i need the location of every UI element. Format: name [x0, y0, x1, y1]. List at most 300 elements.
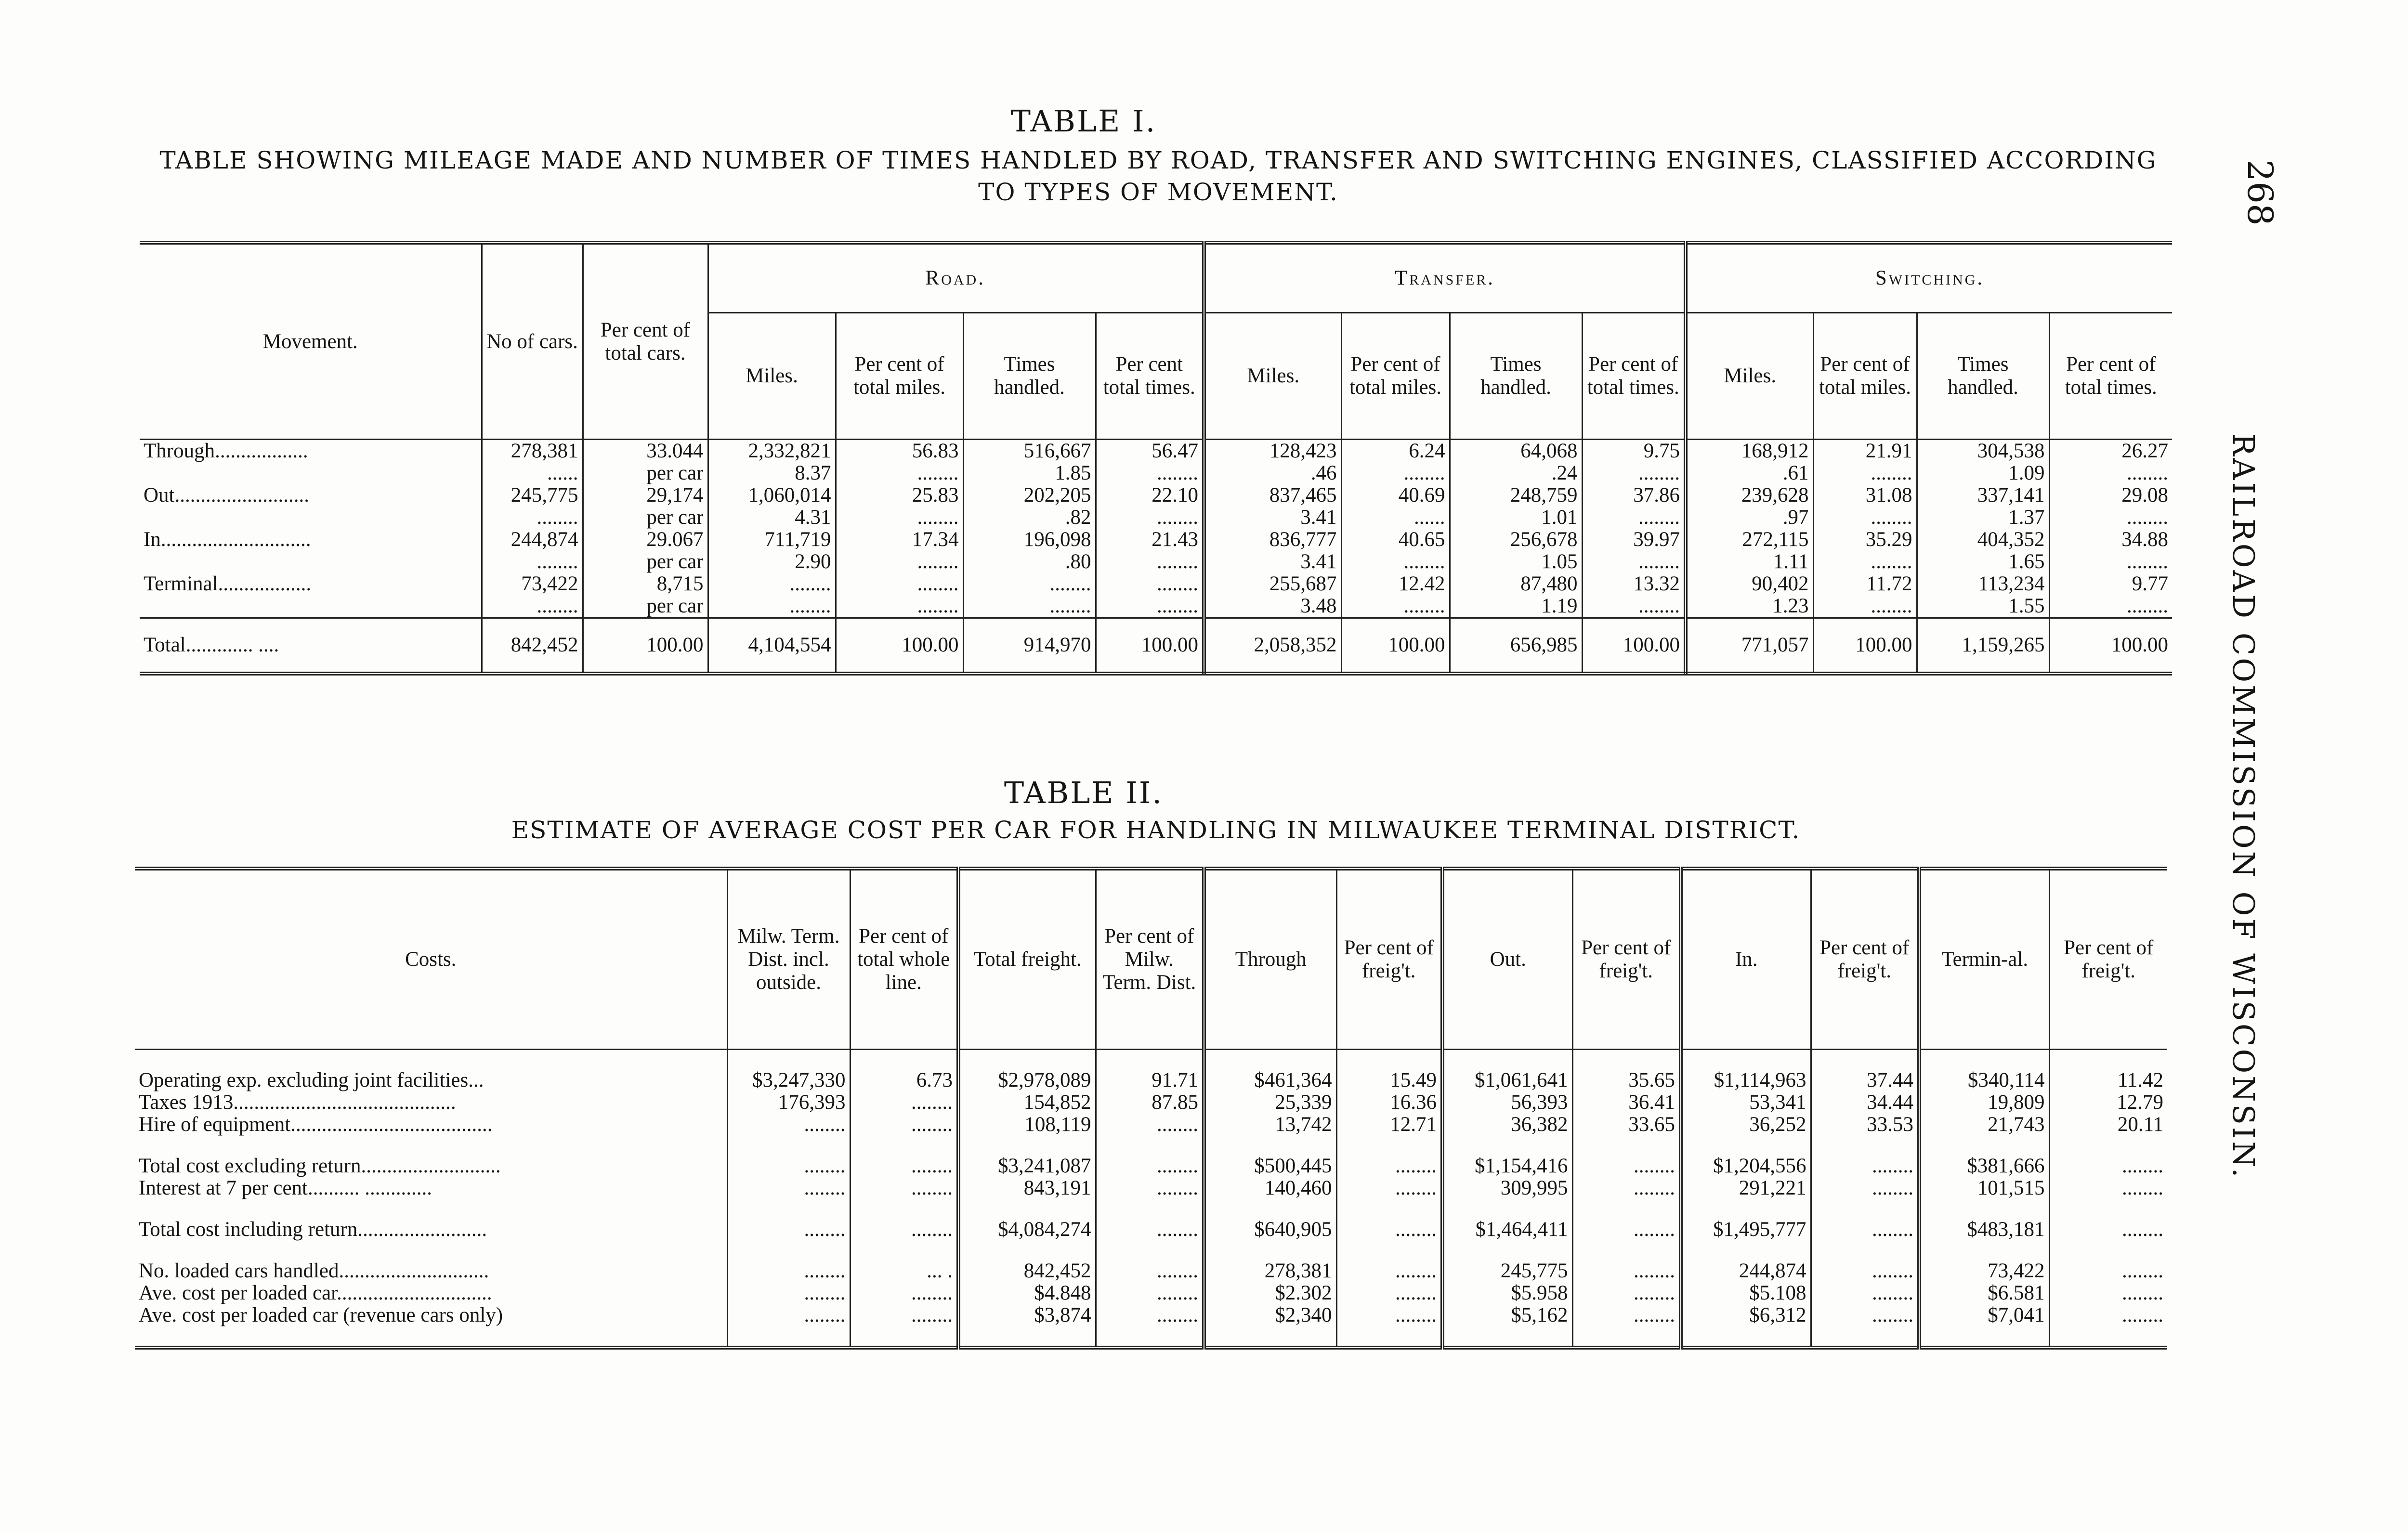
- transfer-cell: 13.32: [1582, 573, 1686, 595]
- switching-cell: ........: [2127, 550, 2169, 573]
- group-transfer: Transfer.: [1204, 243, 1686, 313]
- switching-cell: ........: [1813, 595, 1917, 618]
- cost-value-cell: 36,252: [1681, 1114, 1811, 1136]
- spacer-cell: [958, 1241, 1096, 1260]
- spacer-cell: [2049, 1326, 2167, 1348]
- table2-header-4: Per cent of Milw. Term. Dist.: [1096, 869, 1204, 1050]
- switching-cell: 771,057: [1686, 618, 1813, 674]
- switching-cell: 304,538: [1917, 440, 2049, 463]
- spacer-cell: [1204, 1199, 1336, 1219]
- cost-value-cell: ........: [850, 1219, 958, 1241]
- spacer-cell: [1204, 1326, 1336, 1348]
- spacer-cell: [850, 1050, 958, 1070]
- no-cars-cell: 73,422: [482, 573, 583, 595]
- cost-value-cell: 20.11: [2117, 1113, 2163, 1136]
- road-cell: ........: [836, 551, 963, 573]
- road-cell: 56.47: [1096, 440, 1204, 463]
- spacer-cell: [1572, 1241, 1681, 1260]
- transfer-cell: 3.48: [1204, 595, 1341, 618]
- cost-value-cell: 108,119: [958, 1114, 1096, 1136]
- transfer-cell: 248,759: [1450, 484, 1582, 507]
- cost-label-cell: Ave. cost per loaded car (revenue cars only): [135, 1304, 727, 1326]
- pct-cars-cell: 100.00: [583, 618, 708, 674]
- cost-value-cell: $1,464,411: [1442, 1219, 1572, 1241]
- spacer-cell: [1096, 1050, 1204, 1070]
- road-cell: ........: [1096, 551, 1204, 573]
- switching-cell: 1,159,265: [1917, 618, 2049, 674]
- transfer-cell: 9.75: [1582, 440, 1686, 463]
- spacer-cell: [1442, 1241, 1572, 1260]
- no-cars-cell: ........: [482, 551, 583, 573]
- cost-value-cell: ........: [850, 1155, 958, 1177]
- cost-value-cell: ........: [1336, 1177, 1442, 1199]
- spacer-cell: [1442, 1136, 1572, 1155]
- road-cell: 8.37: [708, 462, 836, 484]
- spacer-cell: [1681, 1050, 1811, 1070]
- spacer-row: [135, 1241, 2167, 1260]
- cost-value-cell: $1,114,963: [1681, 1069, 1811, 1091]
- table-row: [135, 1282, 2167, 1304]
- road-cell: 1,060,014: [708, 484, 836, 507]
- cost-value-cell: $3,241,087: [958, 1155, 1096, 1177]
- spacer-cell: [1919, 1136, 2049, 1155]
- spacer-row: [135, 1199, 2167, 1219]
- movement-cell: Out..........................: [140, 484, 482, 507]
- transfer-cell: 40.69: [1341, 484, 1450, 507]
- cost-value-cell: $4.848: [958, 1282, 1096, 1304]
- table-row: [140, 440, 2172, 463]
- switching-cell: 100.00: [1813, 618, 1917, 674]
- switching-cell: .61: [1686, 462, 1813, 484]
- switching-cell: 29.08: [2121, 484, 2169, 507]
- transfer-cell: ........: [1582, 551, 1686, 573]
- cost-value-cell: ........: [1336, 1304, 1442, 1326]
- spacer-cell: [135, 1326, 727, 1348]
- cost-value-cell: $4,084,274: [958, 1219, 1096, 1241]
- transfer-cell: 3.41: [1204, 551, 1341, 573]
- switching-cell: 31.08: [1813, 484, 1917, 507]
- cost-value-cell: ........: [2122, 1282, 2163, 1304]
- movement-cell: Total............. ....: [140, 618, 482, 674]
- cost-value-cell: 33.53: [1811, 1114, 1919, 1136]
- spacer-cell: [727, 1050, 850, 1070]
- table-row: [135, 1177, 2167, 1199]
- pct-cars-cell: 29.067: [583, 529, 708, 551]
- transfer-cell: 128,423: [1204, 440, 1341, 463]
- spacer-cell: [1442, 1326, 1572, 1348]
- cost-value-cell: ........: [727, 1282, 850, 1304]
- cost-value-cell: $5.958: [1442, 1282, 1572, 1304]
- transfer-cell: 656,985: [1450, 618, 1582, 674]
- switching-cell: 113,234: [1917, 573, 2049, 595]
- table2-header-0: Costs.: [135, 869, 727, 1050]
- road-cell: 196,098: [963, 529, 1096, 551]
- table2-header-2: Per cent of total whole line.: [850, 869, 958, 1050]
- spacer-cell: [1919, 1241, 2049, 1260]
- road-cell: ........: [708, 595, 836, 618]
- table2-header-5: Through: [1204, 869, 1336, 1050]
- cost-value-cell: ........: [1336, 1219, 1442, 1241]
- cost-value-cell: 34.44: [1811, 1091, 1919, 1114]
- transfer-cell: ........: [1582, 462, 1686, 484]
- switching-cell: ........: [2127, 595, 2169, 617]
- spacer-cell: [1811, 1241, 1919, 1260]
- cost-value-cell: 15.49: [1336, 1069, 1442, 1091]
- transfer-cell: 2,058,352: [1204, 618, 1341, 674]
- table2: [135, 867, 2167, 1350]
- spacer-cell: [1336, 1136, 1442, 1155]
- table1-subtitle: TABLE SHOWING MILEAGE MADE AND NUMBER OF TIMES HANDLED BY ROAD, TRANSFER AND SWITCHING ENGINES, CLASSIFIED ACCORDING TO TYPES OF MOVEMENT.: [159, 146, 2157, 206]
- spacer-cell: [1204, 1241, 1336, 1260]
- table-row: [140, 462, 2172, 484]
- road-cell: 711,719: [708, 529, 836, 551]
- table2-subtitle: ESTIMATE OF AVERAGE COST PER CAR FOR HANDLING IN MILWAUKEE TERMINAL DISTRICT.: [511, 816, 1801, 844]
- road-cell: 100.00: [1096, 618, 1204, 674]
- spacer-cell: [2049, 1241, 2167, 1260]
- cost-value-cell: ........: [2122, 1260, 2163, 1282]
- cost-label-cell: No. loaded cars handled.............................: [135, 1260, 727, 1282]
- cost-label-cell: Hire of equipment.......................................: [135, 1114, 727, 1136]
- cost-value-cell: ........: [1572, 1177, 1681, 1199]
- spacer-cell: [727, 1136, 850, 1155]
- table2-header-12: Per cent of freig't.: [2064, 936, 2154, 982]
- table2-header-1: Milw. Term. Dist. incl. outside.: [727, 869, 850, 1050]
- cost-value-cell: ........: [2122, 1177, 2163, 1199]
- cost-value-cell: 176,393: [727, 1091, 850, 1114]
- cost-value-cell: $1,495,777: [1681, 1219, 1811, 1241]
- cost-value-cell: 842,452: [958, 1260, 1096, 1282]
- cost-value-cell: ........: [850, 1091, 958, 1114]
- cost-value-cell: 309,995: [1442, 1177, 1572, 1199]
- cost-value-cell: 37.44: [1811, 1069, 1919, 1091]
- transfer-cell: 256,678: [1450, 529, 1582, 551]
- spacer-cell: [1096, 1136, 1204, 1155]
- spacer-cell: [727, 1241, 850, 1260]
- table-row: [135, 1091, 2167, 1114]
- spacer-cell: [1442, 1199, 1572, 1219]
- header-switching-pct-times: Per cent of total times.: [2065, 353, 2157, 399]
- cost-value-cell: ........: [850, 1177, 958, 1199]
- cost-value-cell: ........: [1336, 1282, 1442, 1304]
- cost-value-cell: $483,181: [1919, 1219, 2049, 1241]
- cost-value-cell: 73,422: [1919, 1260, 2049, 1282]
- spacer-cell: [727, 1326, 850, 1348]
- cost-value-cell: 35.65: [1572, 1069, 1681, 1091]
- spacer-cell: [958, 1326, 1096, 1348]
- table-row: [140, 595, 2172, 618]
- spacer-cell: [135, 1199, 727, 1219]
- road-cell: 100.00: [836, 618, 963, 674]
- switching-cell: 35.29: [1813, 529, 1917, 551]
- cost-value-cell: $500,445: [1204, 1155, 1336, 1177]
- switching-cell: 21.91: [1813, 440, 1917, 463]
- transfer-cell: 37.86: [1582, 484, 1686, 507]
- switching-cell: 1.55: [1917, 595, 2049, 618]
- road-cell: 2,332,821: [708, 440, 836, 463]
- cost-value-cell: 87.85: [1096, 1091, 1204, 1114]
- header-road-pct-miles: Per cent of total miles.: [836, 313, 963, 440]
- cost-label-cell: Interest at 7 per cent.......... .............: [135, 1177, 727, 1199]
- table1: [140, 241, 2172, 676]
- spacer-cell: [1811, 1326, 1919, 1348]
- cost-value-cell: ........: [1572, 1219, 1681, 1241]
- switching-cell: 1.11: [1686, 551, 1813, 573]
- road-cell: ........: [836, 462, 963, 484]
- no-cars-cell: 244,874: [482, 529, 583, 551]
- cost-value-cell: ........: [1572, 1282, 1681, 1304]
- cost-value-cell: $640,905: [1204, 1219, 1336, 1241]
- table2-header-11: Termin-al.: [1919, 869, 2049, 1050]
- spacer-cell: [1811, 1050, 1919, 1070]
- cost-value-cell: 13,742: [1204, 1114, 1336, 1136]
- switching-cell: 337,141: [1917, 484, 2049, 507]
- cost-value-cell: 25,339: [1204, 1091, 1336, 1114]
- road-cell: 202,205: [963, 484, 1096, 507]
- movement-cell: [140, 462, 482, 484]
- cost-value-cell: ........: [1096, 1219, 1204, 1241]
- table2-header-6: Per cent of freig't.: [1336, 869, 1442, 1050]
- spacer-cell: [1919, 1050, 2049, 1070]
- cost-value-cell: ........: [1096, 1260, 1204, 1282]
- transfer-cell: ........: [1341, 595, 1450, 618]
- switching-cell: 100.00: [2049, 618, 2172, 674]
- spacer-cell: [1096, 1241, 1204, 1260]
- cost-value-cell: ........: [1811, 1304, 1919, 1326]
- cost-value-cell: ........: [727, 1304, 850, 1326]
- table2-title: TABLE II.: [1004, 775, 1164, 810]
- table-row: [140, 507, 2172, 529]
- spacer-row: [135, 1050, 2167, 1070]
- road-cell: 516,667: [963, 440, 1096, 463]
- cost-value-cell: 101,515: [1919, 1177, 2049, 1199]
- switching-cell: 1.23: [1686, 595, 1813, 618]
- switching-cell: 90,402: [1686, 573, 1813, 595]
- cost-value-cell: ........: [1096, 1304, 1204, 1326]
- spacer-cell: [135, 1050, 727, 1070]
- transfer-cell: 12.42: [1341, 573, 1450, 595]
- switching-cell: 272,115: [1686, 529, 1813, 551]
- spacer-cell: [958, 1136, 1096, 1155]
- spacer-cell: [1336, 1050, 1442, 1070]
- cost-value-cell: ........: [2122, 1155, 2163, 1177]
- page-number: 268: [2240, 159, 2280, 226]
- header-no-cars: No of cars.: [482, 243, 583, 440]
- spacer-row: [135, 1326, 2167, 1348]
- header-switching-pct-miles: Per cent of total miles.: [1813, 313, 1917, 440]
- table-row: [140, 551, 2172, 573]
- table2-header-row: [135, 869, 2167, 1050]
- table-row: [135, 1260, 2167, 1282]
- spacer-cell: [1572, 1050, 1681, 1070]
- switching-cell: .97: [1686, 507, 1813, 529]
- table-total-row: [140, 618, 2172, 674]
- cost-value-cell: 12.79: [2117, 1091, 2163, 1114]
- spacer-cell: [850, 1136, 958, 1155]
- cost-value-cell: ........: [2122, 1304, 2163, 1326]
- cost-value-cell: ........: [1096, 1282, 1204, 1304]
- cost-value-cell: ........: [1811, 1177, 1919, 1199]
- table-row: [135, 1069, 2167, 1091]
- spacer-cell: [850, 1199, 958, 1219]
- spacer-cell: [850, 1326, 958, 1348]
- transfer-cell: ......: [1341, 507, 1450, 529]
- cost-value-cell: $6.581: [1919, 1282, 2049, 1304]
- table2-header-9: In.: [1681, 869, 1811, 1050]
- header-movement: Movement.: [140, 243, 482, 440]
- road-cell: 1.85: [963, 462, 1096, 484]
- spacer-cell: [727, 1199, 850, 1219]
- cost-value-cell: $461,364: [1204, 1069, 1336, 1091]
- cost-label-cell: Ave. cost per loaded car..............................: [135, 1282, 727, 1304]
- switching-cell: 11.72: [1813, 573, 1917, 595]
- road-cell: ........: [1096, 462, 1204, 484]
- transfer-cell: 1.05: [1450, 551, 1582, 573]
- spacer-cell: [850, 1241, 958, 1260]
- no-cars-cell: ........: [482, 507, 583, 529]
- transfer-cell: ........: [1341, 462, 1450, 484]
- cost-label-cell: Total cost including return.........................: [135, 1219, 727, 1241]
- table-row: [140, 529, 2172, 551]
- spacer-cell: [1572, 1326, 1681, 1348]
- spacer-cell: [1919, 1326, 2049, 1348]
- switching-cell: 26.27: [2121, 440, 2169, 462]
- spacer-cell: [1336, 1326, 1442, 1348]
- cost-value-cell: $6,312: [1681, 1304, 1811, 1326]
- switching-cell: 1.09: [1917, 462, 2049, 484]
- road-cell: ........: [836, 507, 963, 529]
- cost-value-cell: 53,341: [1681, 1091, 1811, 1114]
- cost-value-cell: ........: [1096, 1155, 1204, 1177]
- spacer-cell: [1681, 1136, 1811, 1155]
- header-pct-cars: Per cent of total cars.: [583, 243, 708, 440]
- no-cars-cell: 245,775: [482, 484, 583, 507]
- group-switching: Switching.: [1686, 243, 2172, 313]
- spacer-cell: [1811, 1199, 1919, 1219]
- cost-value-cell: $1,204,556: [1681, 1155, 1811, 1177]
- table-row: [140, 484, 2172, 507]
- cost-value-cell: ........: [727, 1219, 850, 1241]
- header-transfer-pct-miles: Per cent of total miles.: [1341, 313, 1450, 440]
- header-road-miles: Miles.: [708, 313, 836, 440]
- cost-value-cell: 278,381: [1204, 1260, 1336, 1282]
- cost-value-cell: ... .: [850, 1260, 958, 1282]
- cost-value-cell: ........: [1336, 1260, 1442, 1282]
- cost-label-cell: Operating exp. excluding joint facilities...: [135, 1069, 727, 1091]
- pct-cars-cell: per car: [583, 507, 708, 529]
- cost-value-cell: 16.36: [1336, 1091, 1442, 1114]
- switching-cell: 168,912: [1686, 440, 1813, 463]
- switching-cell: 9.77: [2132, 572, 2169, 595]
- header-switching-times: Times handled.: [1917, 313, 2049, 440]
- no-cars-cell: 842,452: [482, 618, 583, 674]
- transfer-cell: 837,465: [1204, 484, 1341, 507]
- no-cars-cell: ......: [482, 462, 583, 484]
- transfer-cell: 1.01: [1450, 507, 1582, 529]
- spacer-cell: [1572, 1136, 1681, 1155]
- header-road-times: Times handled.: [963, 313, 1096, 440]
- cost-value-cell: ........: [1811, 1260, 1919, 1282]
- transfer-cell: 255,687: [1204, 573, 1341, 595]
- movement-cell: Through..................: [140, 440, 482, 463]
- road-cell: 25.83: [836, 484, 963, 507]
- spacer-cell: [1919, 1199, 2049, 1219]
- cost-value-cell: $1,154,416: [1442, 1155, 1572, 1177]
- cost-value-cell: ........: [1096, 1114, 1204, 1136]
- cost-value-cell: 154,852: [958, 1091, 1096, 1114]
- cost-value-cell: ........: [1572, 1155, 1681, 1177]
- running-head: [2206, 159, 2316, 1184]
- cost-label-cell: Taxes 1913...........................................: [135, 1091, 727, 1114]
- transfer-cell: 64,068: [1450, 440, 1582, 463]
- header-transfer-pct-times: Per cent of total times.: [1582, 313, 1686, 440]
- spacer-cell: [2049, 1136, 2167, 1155]
- transfer-cell: ........: [1582, 507, 1686, 529]
- header-transfer-times: Times handled.: [1450, 313, 1582, 440]
- cost-value-cell: 91.71: [1096, 1069, 1204, 1091]
- cost-value-cell: ........: [850, 1282, 958, 1304]
- cost-value-cell: 291,221: [1681, 1177, 1811, 1199]
- road-cell: ........: [963, 573, 1096, 595]
- road-cell: 17.34: [836, 529, 963, 551]
- cost-value-cell: $340,114: [1919, 1069, 2049, 1091]
- spacer-cell: [1572, 1199, 1681, 1219]
- pct-cars-cell: 29,174: [583, 484, 708, 507]
- cost-value-cell: 36.41: [1572, 1091, 1681, 1114]
- cost-value-cell: ........: [1572, 1260, 1681, 1282]
- switching-cell: 34.88: [2121, 528, 2169, 551]
- pct-cars-cell: per car: [583, 595, 708, 618]
- table2-header-10: Per cent of freig't.: [1811, 869, 1919, 1050]
- cost-value-cell: 6.73: [850, 1069, 958, 1091]
- pct-cars-cell: per car: [583, 551, 708, 573]
- switching-cell: 404,352: [1917, 529, 2049, 551]
- cost-value-cell: $1,061,641: [1442, 1069, 1572, 1091]
- road-cell: 2.90: [708, 551, 836, 573]
- table2-body: [135, 1050, 2167, 1348]
- cost-value-cell: $381,666: [1919, 1155, 2049, 1177]
- cost-value-cell: 244,874: [1681, 1260, 1811, 1282]
- road-cell: ........: [836, 595, 963, 618]
- cost-value-cell: 19,809: [1919, 1091, 2049, 1114]
- road-cell: ........: [708, 573, 836, 595]
- road-cell: 4,104,554: [708, 618, 836, 674]
- spacer-cell: [2049, 1199, 2167, 1219]
- cost-value-cell: ........: [727, 1155, 850, 1177]
- spacer-cell: [1096, 1326, 1204, 1348]
- cost-value-cell: ........: [727, 1177, 850, 1199]
- cost-value-cell: $2.302: [1204, 1282, 1336, 1304]
- movement-cell: [140, 507, 482, 529]
- cost-value-cell: ........: [850, 1304, 958, 1326]
- road-cell: 914,970: [963, 618, 1096, 674]
- switching-cell: ........: [1813, 551, 1917, 573]
- spacer-row: [135, 1136, 2167, 1155]
- table2-header-8: Per cent of freig't.: [1572, 869, 1681, 1050]
- spacer-cell: [2049, 1050, 2167, 1070]
- group-road: Road.: [708, 243, 1204, 313]
- spacer-cell: [1681, 1326, 1811, 1348]
- spacer-cell: [135, 1241, 727, 1260]
- spacer-cell: [1336, 1241, 1442, 1260]
- table1-body: [140, 440, 2172, 674]
- table-row: [135, 1304, 2167, 1326]
- transfer-cell: 100.00: [1582, 618, 1686, 674]
- cost-value-cell: ........: [2122, 1218, 2163, 1241]
- cost-value-cell: ........: [1572, 1304, 1681, 1326]
- cost-value-cell: ........: [727, 1260, 850, 1282]
- spacer-cell: [1681, 1199, 1811, 1219]
- transfer-cell: 836,777: [1204, 529, 1341, 551]
